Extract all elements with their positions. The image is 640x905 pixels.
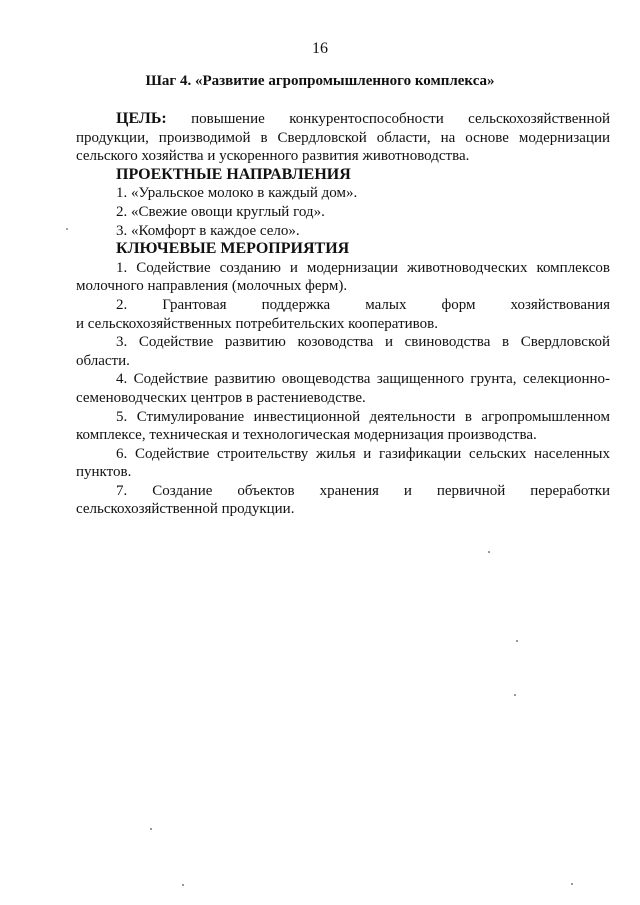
measure-line: семеноводческих центров в растениеводстве. [76,389,366,406]
measure-item-5 [76,408,610,445]
measure-line: 4. Содействие развитию овощеводства защищенного грунта, селекционно- [116,371,610,388]
measure-item-2 [76,296,610,333]
measure-word: поддержка [261,296,331,313]
measure-word: переработки [530,482,611,499]
measure-word: объектов [237,482,295,499]
document-body [76,110,610,519]
measure-word: хозяйствования [510,296,611,313]
scan-speck [182,884,184,886]
measure-line: 1. Содействие созданию и модернизации животноводческих комплексов [116,259,610,276]
goal-word: конкурентоспособности [289,111,444,127]
measure-line: 5. Стимулирование инвестиционной деятельности в агропромышленном [116,408,610,425]
scan-speck [150,828,152,830]
goal-word: сельскохозяйственной [468,111,611,127]
measure-word: малых [365,296,407,313]
measure-word: первичной [436,482,506,499]
measure-line: и сельскохозяйственных потребительских кооперативов. [76,315,438,332]
measure-item-1 [76,259,610,296]
scan-speck [488,551,490,553]
goal-line-2: продукции, производимой в Свердловской области, на основе модернизации [76,129,610,146]
measure-item-6 [76,445,610,482]
scan-speck [571,883,573,885]
measure-line: пунктов. [76,464,132,481]
measure-item-3 [76,333,610,370]
measure-line: области. [76,352,130,369]
scan-speck [514,694,516,696]
goal-paragraph [76,110,610,166]
project-directions-heading: ПРОЕКТНЫЕ НАПРАВЛЕНИЯ [116,165,351,183]
direction-item: 3. «Комфорт в каждое село». [116,222,300,239]
measure-line: 3. Содействие развитию козоводства и свиноводства в Свердловской [116,334,610,351]
measure-line: молочного направления (молочных ферм). [76,278,348,295]
measure-line [76,482,610,501]
measure-word: 2. Грантовая [116,296,227,313]
measure-word: и [403,482,412,499]
measure-line: комплексе, техническая и технологическая модернизация производства. [76,427,537,444]
measure-line: 6. Содействие строительству жилья и газификации сельских населенных [116,445,610,462]
measure-item-7 [76,482,610,519]
measure-word: 7. [116,482,128,499]
scan-speck [516,640,518,642]
page-number: 16 [312,40,328,57]
measure-word: хранения [319,482,379,499]
measure-word: форм [441,296,476,313]
step-title: Шаг 4. «Развитие агропромышленного комплекса» [145,73,495,89]
direction-item: 2. «Свежие овощи круглый год». [116,203,325,220]
measure-line [76,296,610,315]
goal-line-3: сельского хозяйства и ускоренного развития животноводства. [76,148,470,165]
measure-line: сельскохозяйственной продукции. [76,501,295,518]
goal-label: ЦЕЛЬ: [116,110,167,127]
scan-speck [66,228,68,230]
measure-item-4 [76,370,610,407]
measure-word: Создание [152,482,213,499]
goal-line-1 [76,110,610,129]
goal-word: повышение [191,111,265,127]
direction-item: 1. «Уральское молоко в каждый дом». [116,185,358,202]
key-measures-heading: КЛЮЧЕВЫЕ МЕРОПРИЯТИЯ [116,240,350,258]
